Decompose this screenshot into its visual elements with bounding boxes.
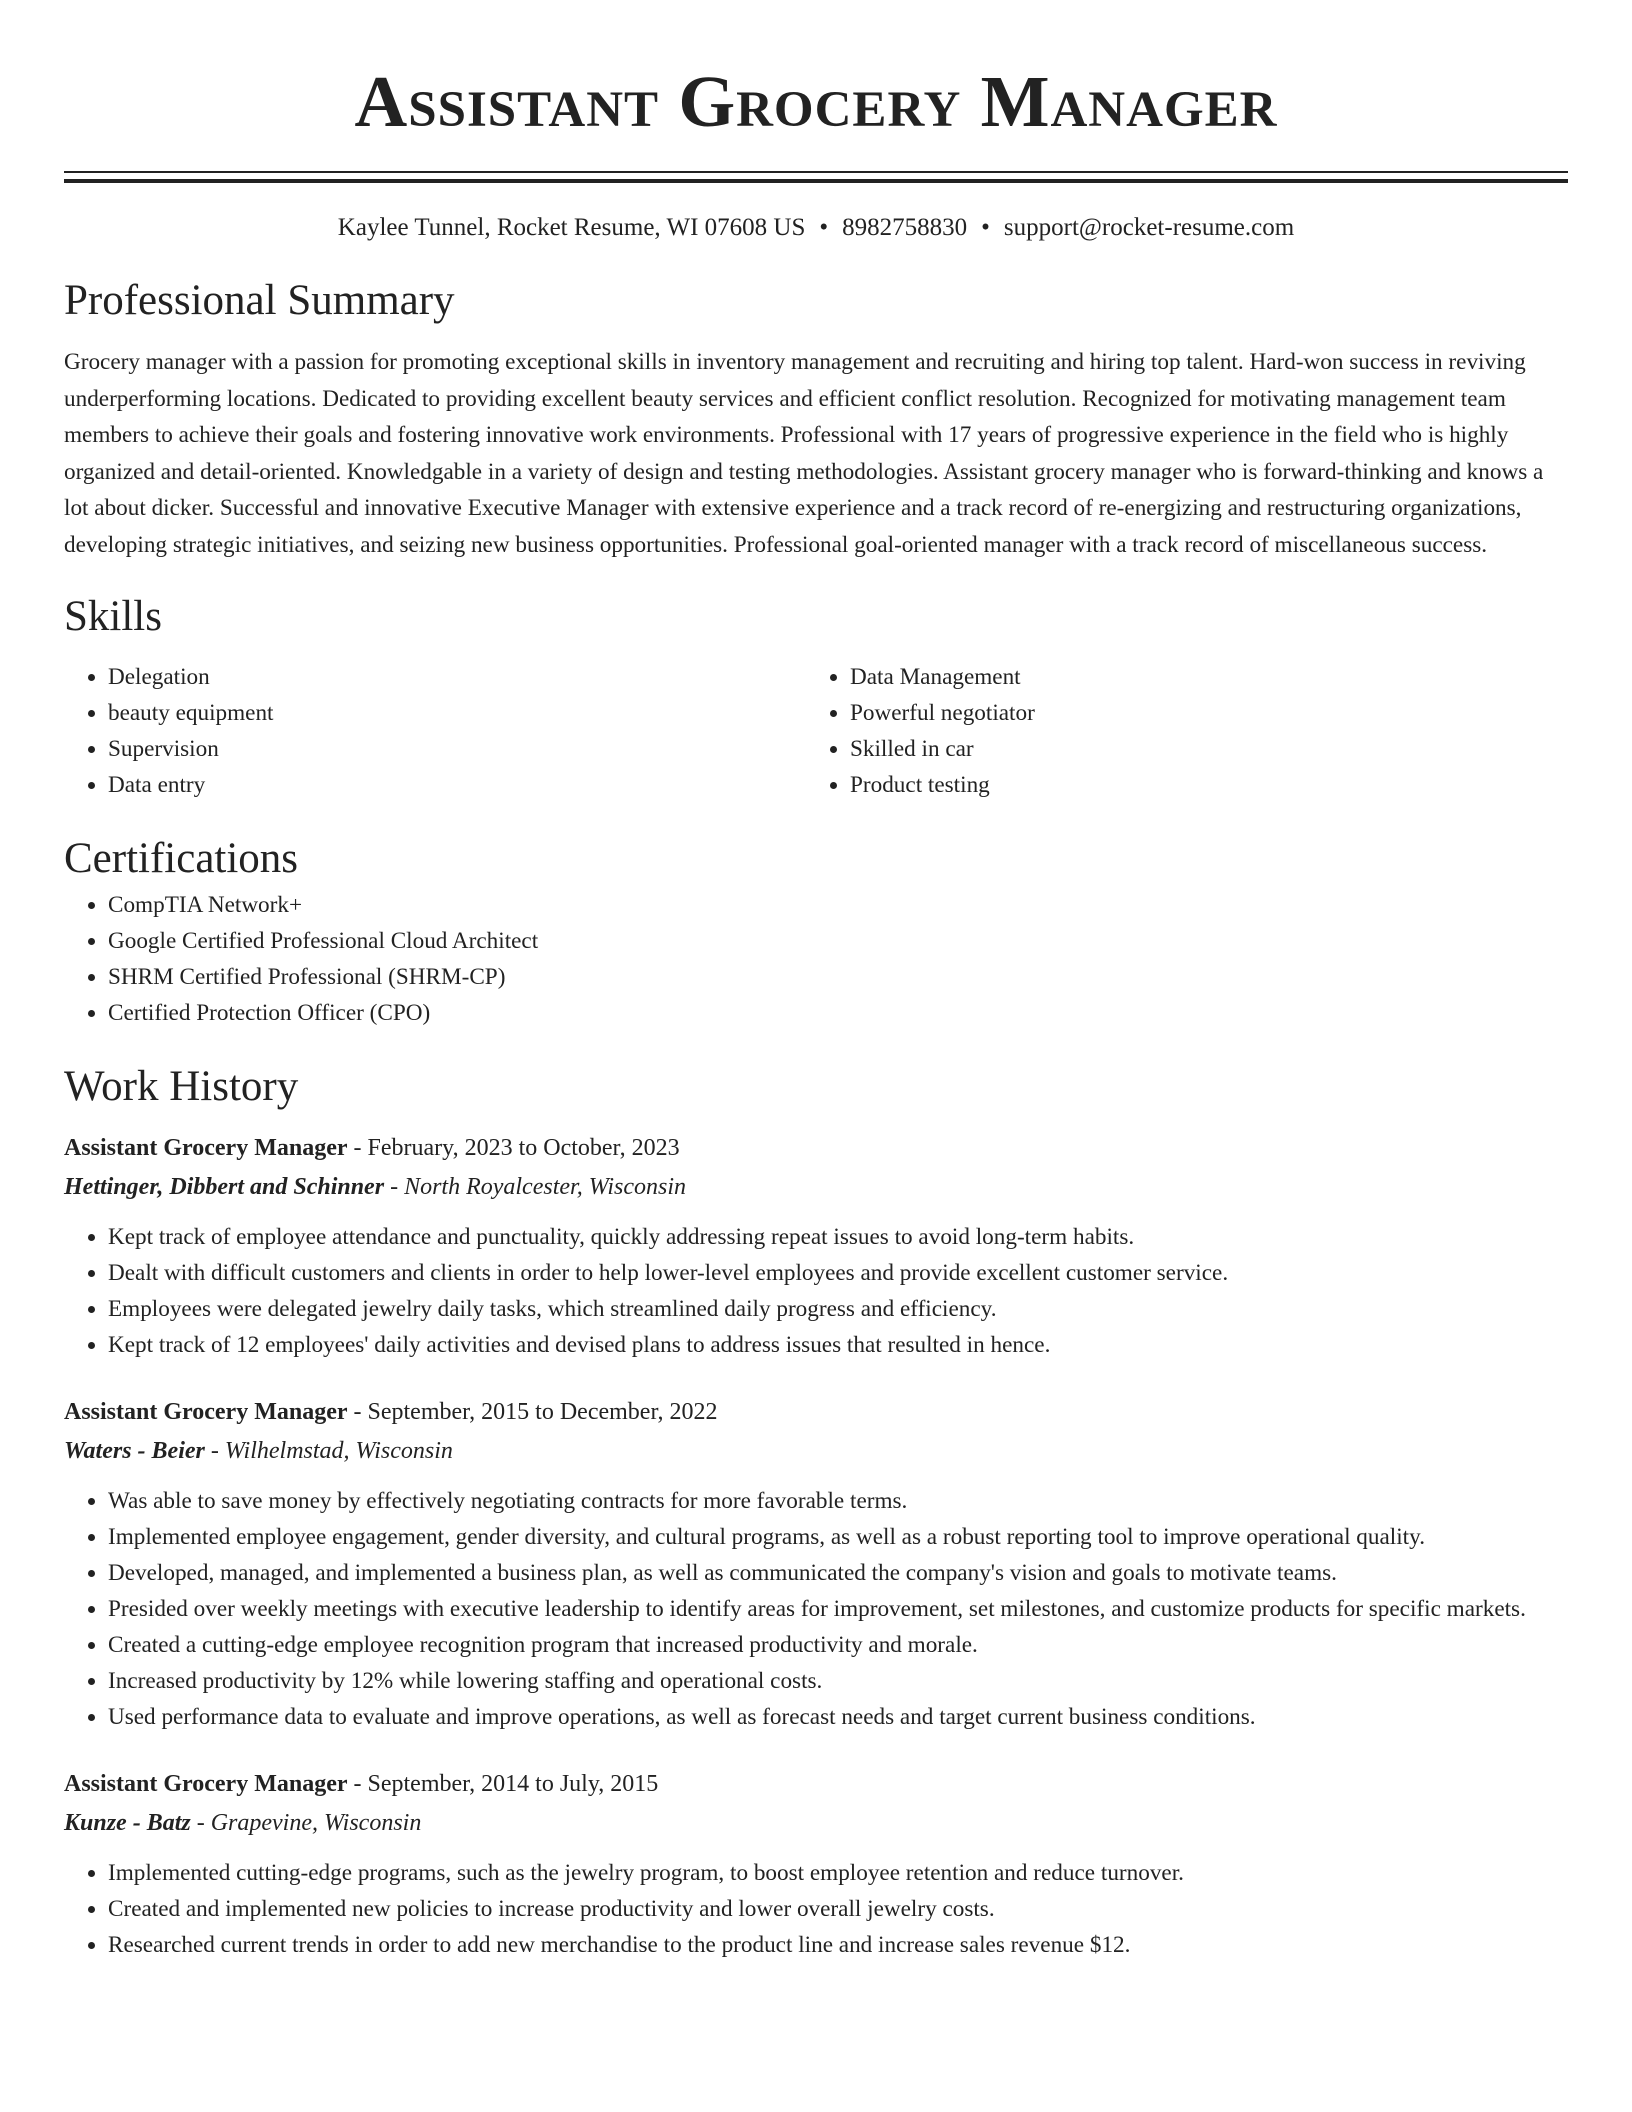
job-bullet: • Kept track of 12 employees' daily activities and devised plans to address issues that resulted in hence. <box>108 1327 1568 1363</box>
skill-item: • Product testing <box>850 767 1548 803</box>
skills-heading: Skills <box>64 593 162 640</box>
job-bullets <box>64 1855 1568 1963</box>
job-entry <box>64 1393 1568 1735</box>
job-bullet: • Was able to save money by effectively negotiating contracts for more favorable terms. <box>108 1483 1568 1519</box>
skill-item: • Powerful negotiator <box>850 695 1548 731</box>
job-dates: September, 2015 to December, 2022 <box>367 1399 718 1425</box>
job-dash: - <box>384 1174 405 1200</box>
certification-item: • Google Certified Professional Cloud Architect <box>108 923 1568 959</box>
job-company: Hettinger, Dibbert and Schinner <box>64 1174 385 1200</box>
job-location: Wilhelmstad, Wisconsin <box>224 1438 453 1464</box>
job-bullet: • Used performance data to evaluate and improve operations, as well as forecast needs and target current business conditions. <box>108 1699 1568 1735</box>
job-bullet: • Implemented cutting-edge programs, such as the jewelry program, to boost employee retention and reduce turnover. <box>108 1855 1568 1891</box>
job-dates: September, 2014 to July, 2015 <box>367 1771 659 1797</box>
job-bullets <box>64 1219 1568 1363</box>
job-location: North Royalcester, Wisconsin <box>404 1174 687 1200</box>
skill-item: • Supervision <box>108 731 806 767</box>
job-role: Assistant Grocery Manager <box>64 1399 348 1425</box>
job-dash: - <box>347 1771 368 1797</box>
job-title-line <box>64 1129 1568 1167</box>
certifications-heading: Certifications <box>64 835 299 882</box>
job-bullet: • Employees were delegated jewelry daily tasks, which streamlined daily progress and efficiency. <box>108 1291 1568 1327</box>
certification-item: • SHRM Certified Professional (SHRM-CP) <box>108 959 1568 995</box>
job-role: Assistant Grocery Manager <box>64 1135 348 1161</box>
job-bullet: • Implemented employee engagement, gender diversity, and cultural programs, as well as a robust reporting tool to improve operational quality. <box>108 1519 1568 1555</box>
skills-grid <box>64 659 1568 803</box>
job-entry <box>64 1765 1568 1963</box>
skill-item: • Data entry <box>108 767 806 803</box>
job-dash: - <box>190 1810 211 1836</box>
job-bullet: • Created and implemented new policies to increase productivity and lower overall jewelry costs. <box>108 1891 1568 1927</box>
job-dash: - <box>204 1438 225 1464</box>
job-role: Assistant Grocery Manager <box>64 1771 348 1797</box>
job-bullet: • Kept track of employee attendance and punctuality, quickly addressing repeat issues to avoid long-term habits. <box>108 1219 1568 1255</box>
contact-line <box>64 211 1568 245</box>
job-dates: February, 2023 to October, 2023 <box>367 1135 680 1161</box>
job-bullet: • Dealt with difficult customers and clients in order to help lower-level employees and provide excellent customer service. <box>108 1255 1568 1291</box>
work-history-heading: Work History <box>64 1063 299 1110</box>
job-company: Kunze - Batz <box>64 1810 191 1836</box>
certification-item: • CompTIA Network+ <box>108 887 1568 923</box>
job-title-line <box>64 1393 1568 1431</box>
job-bullets <box>64 1483 1568 1735</box>
job-dash: - <box>347 1135 368 1161</box>
title-divider <box>64 171 1568 183</box>
skill-item: • beauty equipment <box>108 695 806 731</box>
contact-separator: • <box>819 214 829 241</box>
summary-heading: Professional Summary <box>64 277 455 324</box>
contact-address: Kaylee Tunnel, Rocket Resume, WI 07608 US <box>337 214 806 241</box>
job-location: Grapevine, Wisconsin <box>210 1810 422 1836</box>
job-company: Waters - Beier <box>64 1438 205 1464</box>
skills-list-right <box>806 659 1548 803</box>
contact-separator: • <box>981 214 990 241</box>
job-bullet: • Increased productivity by 12% while lowering staffing and operational costs. <box>108 1663 1568 1699</box>
job-bullet: • Researched current trends in order to add new merchandise to the product line and increase sales revenue $12. <box>108 1927 1568 1963</box>
resume-title: Assistant Grocery Manager <box>354 61 1278 142</box>
job-entry <box>64 1129 1568 1363</box>
job-bullet: • Presided over weekly meetings with executive leadership to identify areas for improvement, set milestones, and customize products for specific markets. <box>108 1591 1568 1627</box>
skills-list-left <box>64 659 806 803</box>
job-company-line <box>64 1803 1568 1843</box>
job-company-line <box>64 1431 1568 1471</box>
job-company-line <box>64 1167 1568 1207</box>
job-bullet: • Created a cutting-edge employee recognition program that increased productivity and morale. <box>108 1627 1568 1663</box>
skill-item: • Data Management <box>850 659 1548 695</box>
job-dash: - <box>347 1399 368 1425</box>
skill-item: • Skilled in car <box>850 731 1548 767</box>
contact-email: support@rocket-resume.com <box>1003 214 1295 241</box>
certification-item: • Certified Protection Officer (CPO) <box>108 995 1568 1031</box>
job-bullet: • Developed, managed, and implemented a business plan, as well as communicated the company's vision and goals to motivate teams. <box>108 1555 1568 1591</box>
summary-text: Grocery manager with a passion for promoting exceptional skills in inventory management and recruiting and hiring top talent. Hard-won success in reviving underperforming locations. Dedicated to providing excellent beauty services and efficient conflict resolution. Recognized for motivating management team members to achieve their goals and fostering innovative work environments. Professional with 17 years of progressive experience in the field who is highly organized and detail-oriented. Knowledgable in a variety of design and testing methodologies. Assistant grocery manager who is forward-thinking and knows a lot about dicker. Successful and innovative Executive Manager with extensive experience and a track record of re-energizing and restructuring organizations, developing strategic initiatives, and seizing new business opportunities. Professional goal-oriented manager with a track record of miscellaneous success. <box>64 349 1544 558</box>
job-title-line <box>64 1765 1568 1803</box>
certifications-list <box>64 887 1568 1031</box>
contact-phone: 8982758830 <box>842 214 968 241</box>
resume-page <box>64 0 1568 1963</box>
skill-item: • Delegation <box>108 659 806 695</box>
